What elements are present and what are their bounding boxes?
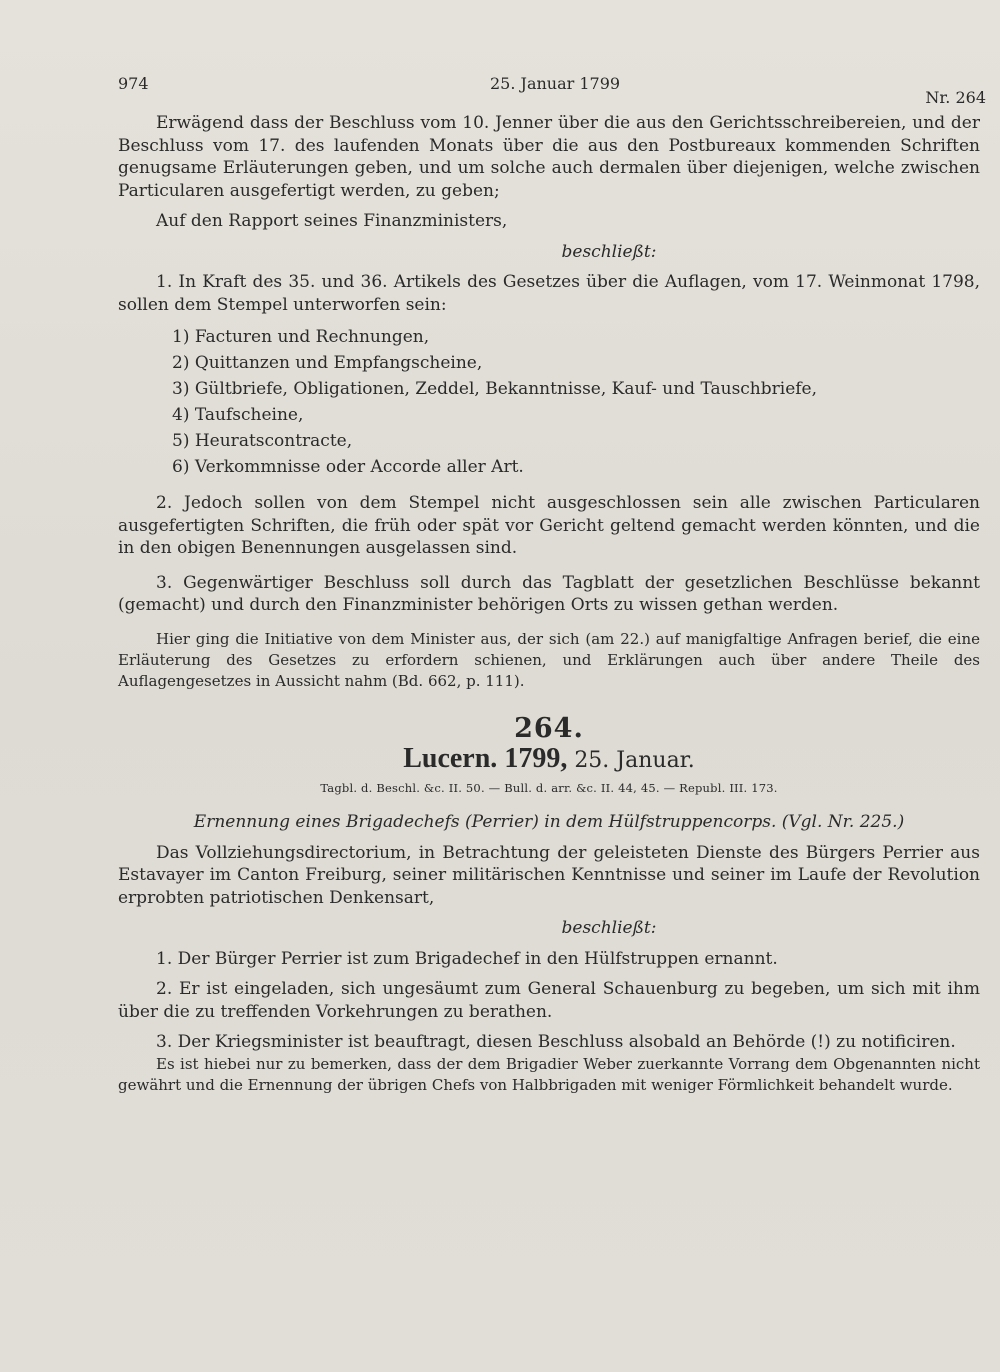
decides-heading: beschließt: xyxy=(561,241,657,262)
header-document-number: Nr. 264 xyxy=(925,88,986,107)
document-number: 264. xyxy=(514,712,584,744)
list-item: 3) Gültbriefe, Obligationen, Zeddel, Bekanntnisse, Kauf- und Tauschbriefe, xyxy=(172,379,818,399)
list-item: 5) Heuratscontracte, xyxy=(172,431,353,451)
editorial-note: Hier ging die Initiative von dem Minister aus, der sich (am 22.) auf manigfaltige Anfragen berief, die eine Erläuterung des Gesetzes zu erfordern schienen, und Erklärungen auch über andere Theile des Auflagengesetzes in Aussicht nahm (Bd. 662, p. 111). xyxy=(118,629,980,690)
article-1: 1. In Kraft des 35. und 36. Artikels des Gesetzes über die Auflagen, vom 17. Weinmonat 1798, sollen dem Stempel unterworfen sein: xyxy=(118,272,980,315)
document-article-3: 3. Der Kriegsminister ist beauftragt, diesen Beschluss alsobald an Behörde (!) zu notificiren. xyxy=(156,1032,956,1052)
document-note: Es ist hiebei nur zu bemerken, dass der dem Brigadier Weber zuerkannte Vorrang dem Obgenannten nicht gewährt und die Ernennung der übrigen Chefs von Halbbrigaden mit weniger Förmlichkeit behandelt wurde. xyxy=(118,1054,980,1094)
document-article-1: 1. Der Bürger Perrier ist zum Brigadechef in den Hülfstruppen ernannt. xyxy=(156,948,778,969)
document-article-2: 2. Er ist eingeladen, sich ungesäumt zum General Schauenburg zu begeben, um sich mit ihm über die zu treffenden Vorkehrungen zu berathen. xyxy=(118,979,980,1022)
header-date: 25. Januar 1799 xyxy=(490,74,621,93)
intro-paragraph: Erwägend dass der Beschluss vom 10. Jenner über die aus den Gerichtsschreibereien, und der Beschluss vom 17. des laufenden Monats über die aus den Postbureaux kommenden Schriften genugsame Erläuterungen geben, und um solche auch dermalen über diejenigen, welche zwischen Particularen ausgefertigt werden, zu geben; xyxy=(118,113,980,201)
list-item: 2) Quittanzen und Empfangscheine, xyxy=(172,353,483,373)
page-body xyxy=(118,112,980,1096)
intro-rapport: Auf den Rapport seines Finanzministers, xyxy=(156,211,508,231)
page-number: 974 xyxy=(118,74,149,93)
document-place: Lucern. xyxy=(403,743,498,774)
decides-heading-2: beschließt: xyxy=(561,918,657,938)
document-subject: Ernennung eines Brigadechefs (Perrier) in dem Hülfstruppencorps. (Vgl. Nr. 225.) xyxy=(193,812,905,832)
document-date: 25. Januar. xyxy=(574,748,695,773)
document-sources: Tagbl. d. Beschl. &c. II. 50. — Bull. d. arr. &c. II. 44, 45. — Republ. III. 173. xyxy=(320,780,778,795)
article-3: 3. Gegenwärtiger Beschluss soll durch das Tagblatt der gesetzlichen Beschlüsse bekannt (gemacht) und durch den Finanzminister behörigen Orts zu wissen gethan werden. xyxy=(118,572,980,615)
list-item: 6) Verkommnisse oder Accorde aller Art. xyxy=(172,457,524,477)
page-header xyxy=(118,74,986,107)
list-item: 4) Taufscheine, xyxy=(172,405,304,425)
stamp-items-list xyxy=(118,324,980,480)
document-preamble: Das Vollziehungsdirectorium, in Betrachtung der geleisteten Dienste des Bürgers Perrier aus Estavayer im Canton Freiburg, seiner militärischen Kenntnisse und seiner im Laufe der Revolution erprobten patriotischen Denkensart, xyxy=(118,842,980,908)
document-title xyxy=(118,743,980,774)
list-item: 1) Facturen und Rechnungen, xyxy=(172,327,430,347)
article-2: 2. Jedoch sollen von dem Stempel nicht ausgeschlossen sein alle zwischen Particularen ausgefertigten Schriften, die früh oder spät vor Gericht geltend gemacht werden könnten, und die in den obigen Benennungen ausgelassen sind. xyxy=(118,493,980,558)
document-year: 1799, xyxy=(504,743,568,774)
